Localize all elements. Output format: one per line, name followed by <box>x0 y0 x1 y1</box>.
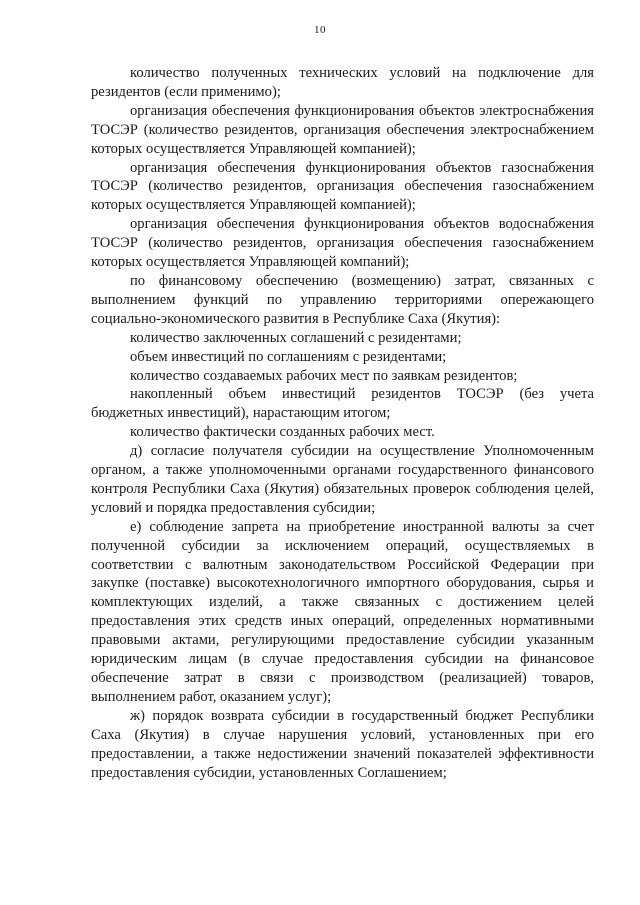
paragraph-investment-volume: объем инвестиций по соглашениям с резидентами; <box>130 348 447 365</box>
paragraph-agreements-count: количество заключенных соглашений с резидентами; <box>130 329 462 346</box>
paragraph-item-e-currency-ban: е) соблюдение запрета на приобретение иностранной валюты за счет полученной субсидии за исключением операций, осуществляемых в соответствии с валютным законодательством Российской Федерации при закупке (поставке) высокотехнологичного импортного оборудования, сырья и комплектующих изделий, а также связанных с достижением целей предоставления этих средств иных операций, определенных нормативными правовыми актами, регулирующими предоставление субсидии указанным юридическим лицам (в случае предоставления субсидии на финансовое обеспечение затрат в связи с производством (реализацией) товаров, выполнением работ, оказанием услуг); <box>91 518 594 705</box>
page-number: 10 <box>314 24 326 36</box>
paragraph-planned-jobs: количество создаваемых рабочих мест по заявкам резидентов; <box>130 367 518 384</box>
paragraph-actual-jobs: количество фактически созданных рабочих мест. <box>130 424 435 441</box>
paragraph-power-supply: организация обеспечения функционирования объектов электроснабжения ТОСЭР (количество резидентов, организация обеспечения электроснабжением которых осуществляется Управляющей компанией); <box>91 102 594 157</box>
document-body <box>91 64 594 782</box>
paragraph-water-supply: организация обеспечения функционирования объектов водоснабжения ТОСЭР (количество резидентов, организация обеспечения газоснабжением которых осуществляется Управляющей компаний); <box>91 216 594 271</box>
paragraph-financial-support: по финансовому обеспечению (возмещению) затрат, связанных с выполнением функций по управлению территориями опережающего социально-экономического развития в Республике Саха (Якутия): <box>91 272 594 327</box>
paragraph-item-zh-refund-procedure: ж) порядок возврата субсидии в государственный бюджет Республики Саха (Якутия) в случае нарушения условий, установленных при его предоставлении, а также недостижении значений показателей эффективности предоставления субсидии, установленных Соглашением; <box>91 707 594 781</box>
paragraph-accumulated-investment: накопленный объем инвестиций резидентов ТОСЭР (без учета бюджетных инвестиций), нарастающим итогом; <box>91 386 594 422</box>
paragraph-item-d-consent: д) согласие получателя субсидии на осуществление Уполномоченным органом, а также уполномоченными органами государственного финансового контроля Республики Саха (Якутия) обязательных проверок соблюдения целей, условий и порядка предоставления субсидии; <box>91 443 594 516</box>
paragraph-tech-conditions: количество полученных технических условий на подключение для резидентов (если применимо); <box>91 65 594 100</box>
paragraph-gas-supply: организация обеспечения функционирования объектов газоснабжения ТОСЭР (количество резидентов, организация обеспечения газоснабжением которых осуществляется Управляющей компанией); <box>91 159 594 214</box>
